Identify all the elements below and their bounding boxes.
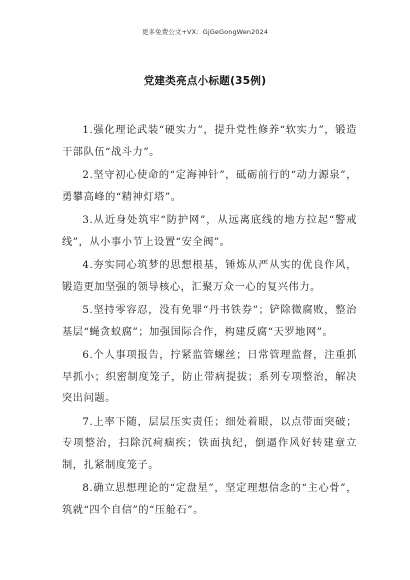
document-title: 党建类亮点小标题(35例) (143, 75, 267, 87)
paragraph-3: 3.从近身处筑牢“防护网”，从远离底线的地方拉起“警戒线”，从小事小节上设置“安全阀”。 (62, 215, 357, 248)
paragraph-1: 1.强化理论武装“硬实力”，提升党性修养“软实力”，锻造干部队伍“战斗力”。 (62, 125, 357, 158)
paragraph-5: 5.坚持零容忍，没有免罪“丹书铁券”；铲除微腐败，整治基层“蝇贪蚁腐”；加强国际合作，构建反腐“天罗地网”。 (62, 305, 357, 338)
paragraph-8: 8.确立思想理论的“定盘星”，坚定理想信念的“主心骨”，筑就“四个自信”的“压舱石”。 (62, 483, 357, 516)
paragraph-2: 2.坚守初心使命的“定海神针”，砥砺前行的“动力源泉”，勇攀高峰的“精神灯塔”。 (62, 170, 357, 203)
paragraph-6: 6.个人事项报告，拧紧监管螺丝；日常管理监督，注重抓早抓小；织密制度笼子，防止带病提拔；系列专项整治，解决突出问题。 (62, 350, 357, 404)
header-note: 更多免费公文+VX：GjGeGongWen2024 (141, 28, 269, 36)
paragraph-4: 4.夯实同心筑梦的思想根基，锤炼从严从实的优良作风，锻造更加坚强的领导核心，汇聚万众一心的复兴伟力。 (62, 260, 357, 293)
document-body (62, 120, 357, 523)
paragraph-7: 7.上率下随，层层压实责任；细处着眼，以点带面突破；专项整治，扫除沉疴痼疾；铁面执纪，倒逼作风好转建章立制，扎紧制度笼子。 (62, 416, 357, 471)
